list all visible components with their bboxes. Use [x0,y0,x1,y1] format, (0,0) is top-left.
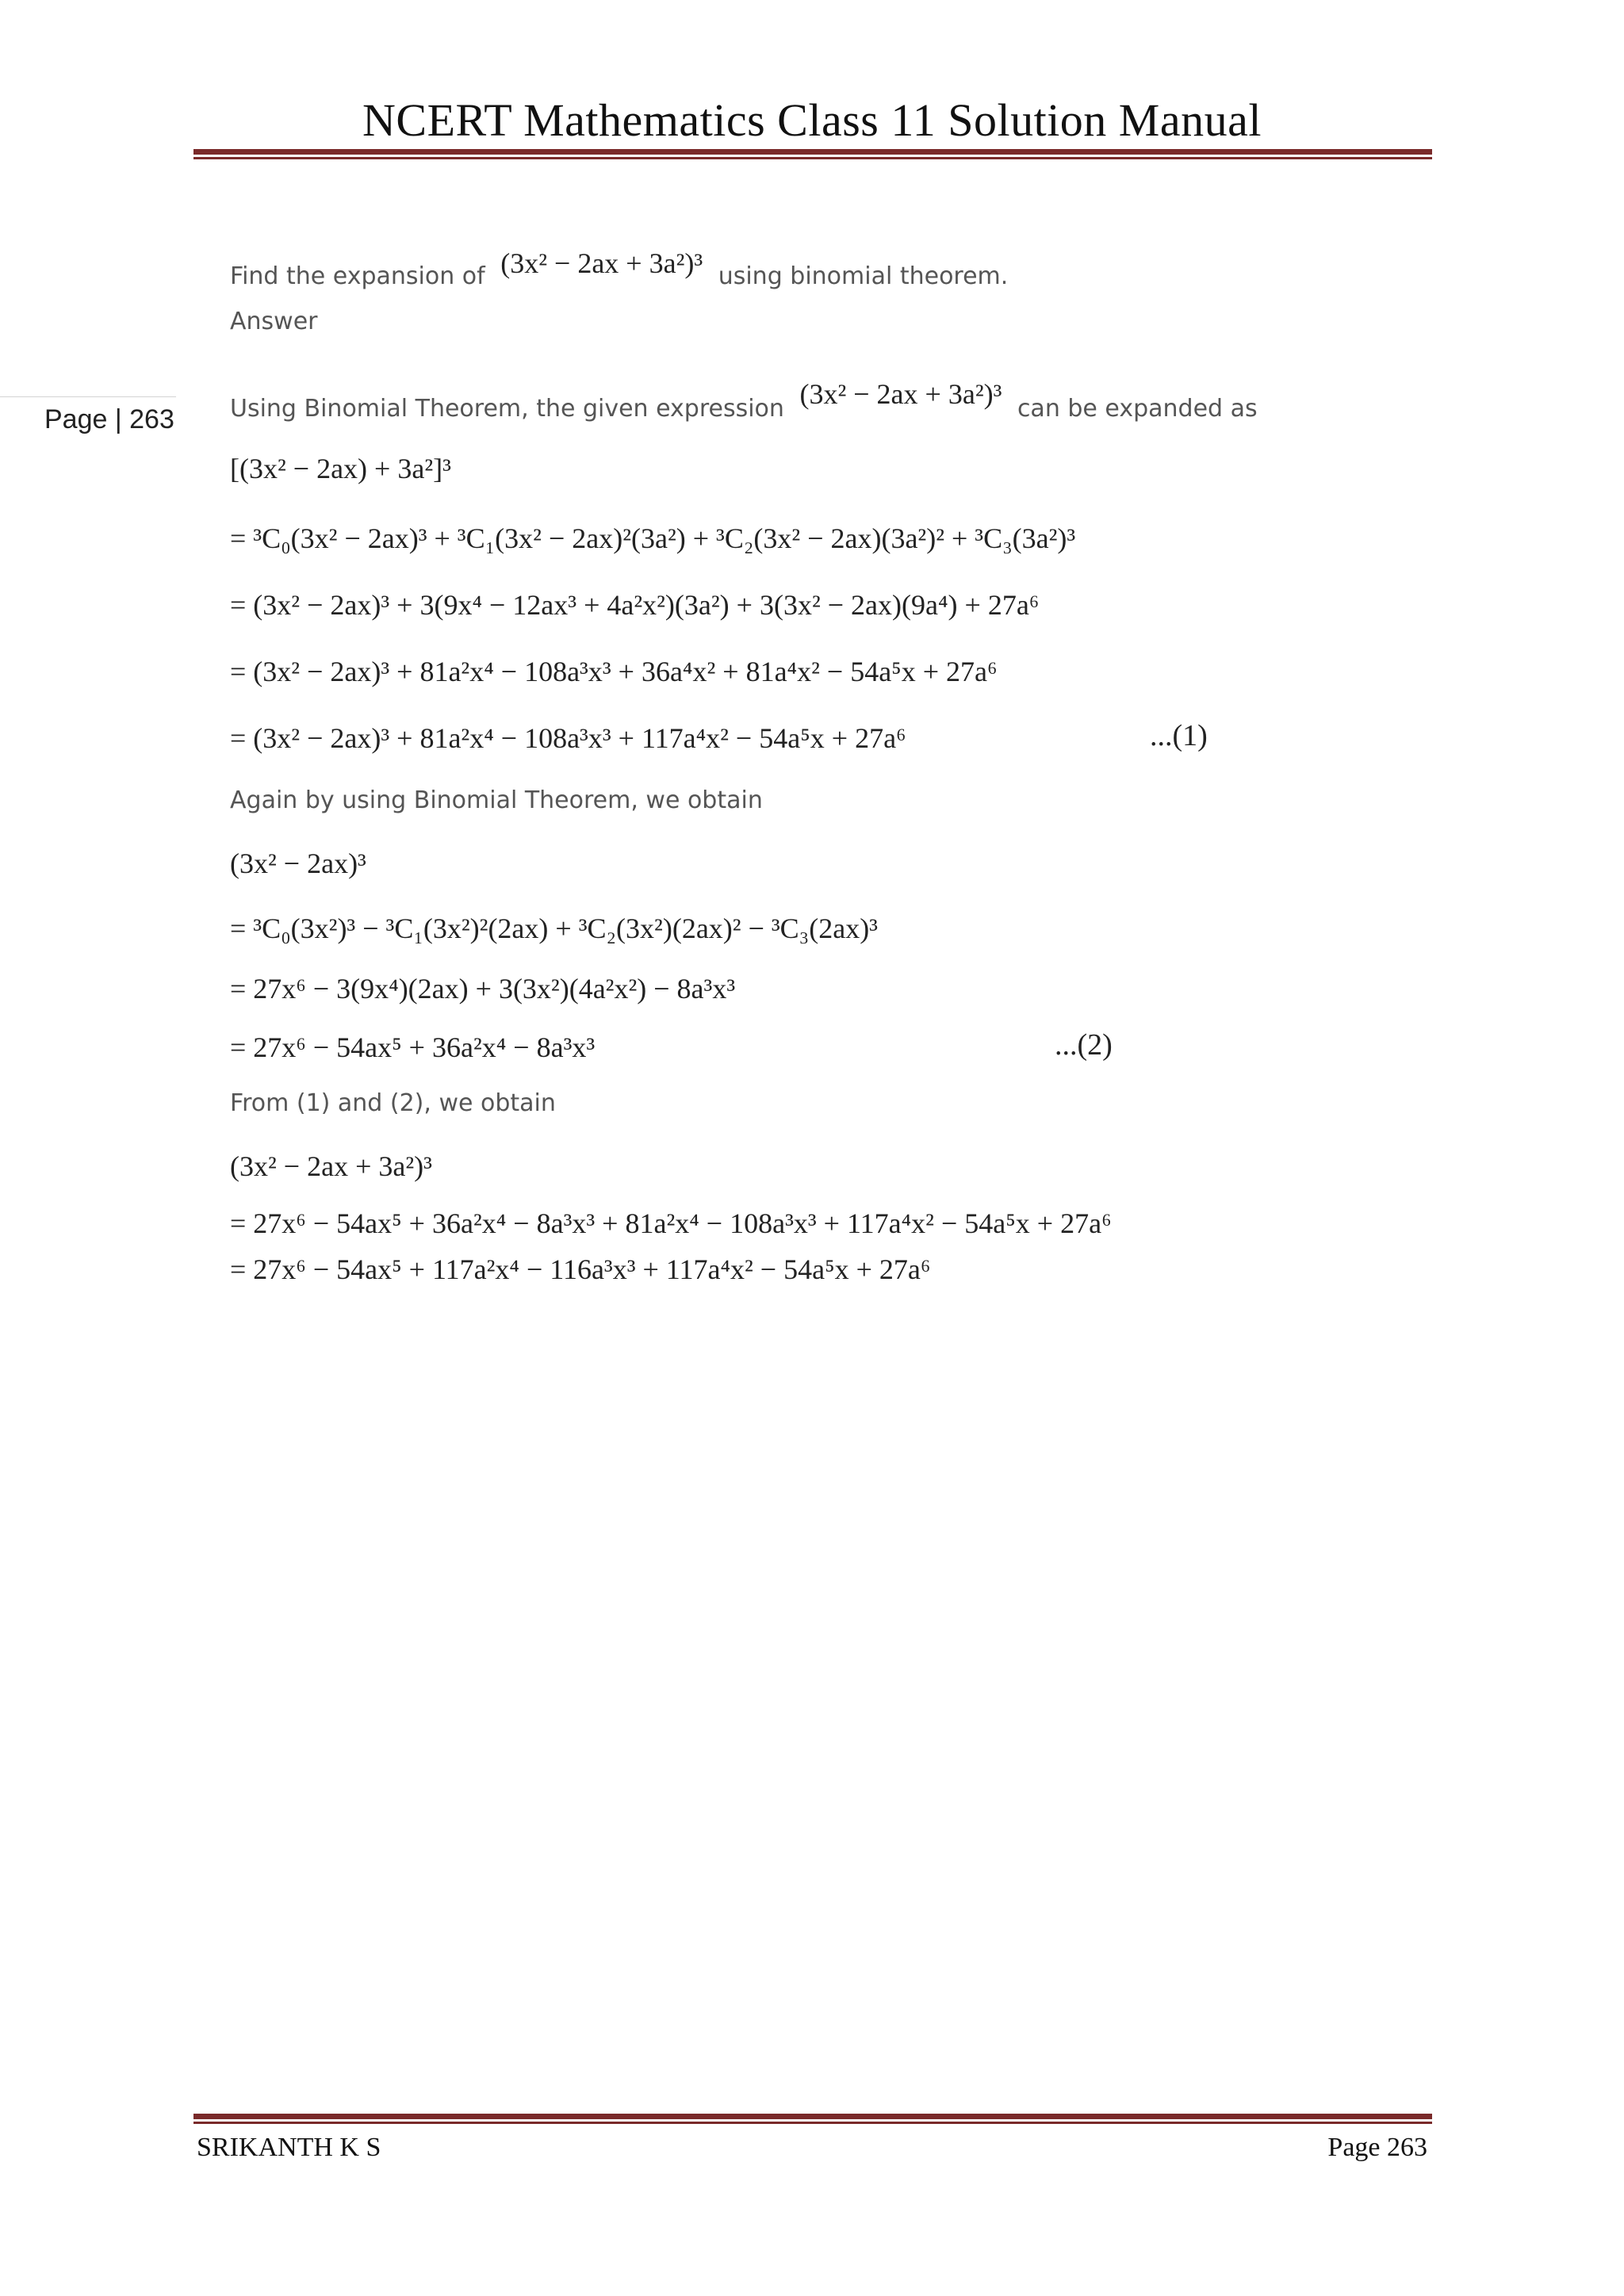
again-text: Again by using Binomial Theorem, we obtain [230,786,763,814]
question-prefix: Find the expansion of [230,262,485,290]
question-text [230,247,1009,291]
question-suffix: using binomial theorem. [718,262,1009,290]
expansion-step: (3x² − 2ax + 3a²)³ [230,1150,432,1182]
side-page-label: Page | 263 [44,404,174,434]
expansion-step: = 27x⁶ − 54ax⁵ + 36a²x⁴ − 8a³x³ [230,1031,596,1063]
intro-expression: (3x² − 2ax + 3a²)³ [799,378,1002,410]
expansion-step: = 27x⁶ − 54ax⁵ + 117a²x⁴ − 116a³x³ + 117a⁴x² − 54a⁵x + 27a⁶ [230,1253,931,1285]
answer-label: Answer [230,308,318,335]
equation-tag-1: ...(1) [1150,719,1208,752]
expansion-step: = 27x⁶ − 54ax⁵ + 36a²x⁴ − 8a³x³ + 81a²x⁴ − 108a³x³ + 117a⁴x² − 54a⁵x + 27a⁶ [230,1207,1112,1239]
expansion-step: = 27x⁶ − 3(9x⁴)(2ax) + 3(3x²)(4a²x²) − 8a³x³ [230,973,736,1004]
footer-rule [193,2114,1432,2124]
expansion-step: = ³C₀(3x² − 2ax)³ + ³C₁(3x² − 2ax)²(3a²) + ³C₂(3x² − 2ax)(3a²)² + ³C₃(3a²)³ [230,522,1076,554]
side-tab-divider [0,396,176,397]
expansion-step: (3x² − 2ax)³ [230,848,366,879]
footer-author: SRIKANTH K S [197,2133,381,2162]
intro-prefix: Using Binomial Theorem, the given expression [230,395,784,423]
intro-suffix: can be expanded as [1017,395,1258,423]
footer-page-number: Page 263 [1327,2133,1427,2162]
expansion-step: = (3x² − 2ax)³ + 3(9x⁴ − 12ax³ + 4a²x²)(3a²) + 3(3x² − 2ax)(9a⁴) + 27a⁶ [230,589,1040,621]
from-text: From (1) and (2), we obtain [230,1089,556,1117]
equation-tag-2: ...(2) [1055,1028,1113,1062]
header-rule [193,149,1432,159]
page-header-title: NCERT Mathematics Class 11 Solution Manual [362,94,1262,146]
expansion-step: = ³C₀(3x²)³ − ³C₁(3x²)²(2ax) + ³C₂(3x²)(2ax)² − ³C₃(2ax)³ [230,913,878,944]
expansion-step: [(3x² − 2ax) + 3a²]³ [230,453,451,484]
intro-text [230,378,1258,423]
expansion-step: = (3x² − 2ax)³ + 81a²x⁴ − 108a³x³ + 36a⁴x² + 81a⁴x² − 54a⁵x + 27a⁶ [230,656,998,687]
question-expression: (3x² − 2ax + 3a²)³ [500,247,703,279]
expansion-step: = (3x² − 2ax)³ + 81a²x⁴ − 108a³x³ + 117a⁴x² − 54a⁵x + 27a⁶ [230,722,906,754]
